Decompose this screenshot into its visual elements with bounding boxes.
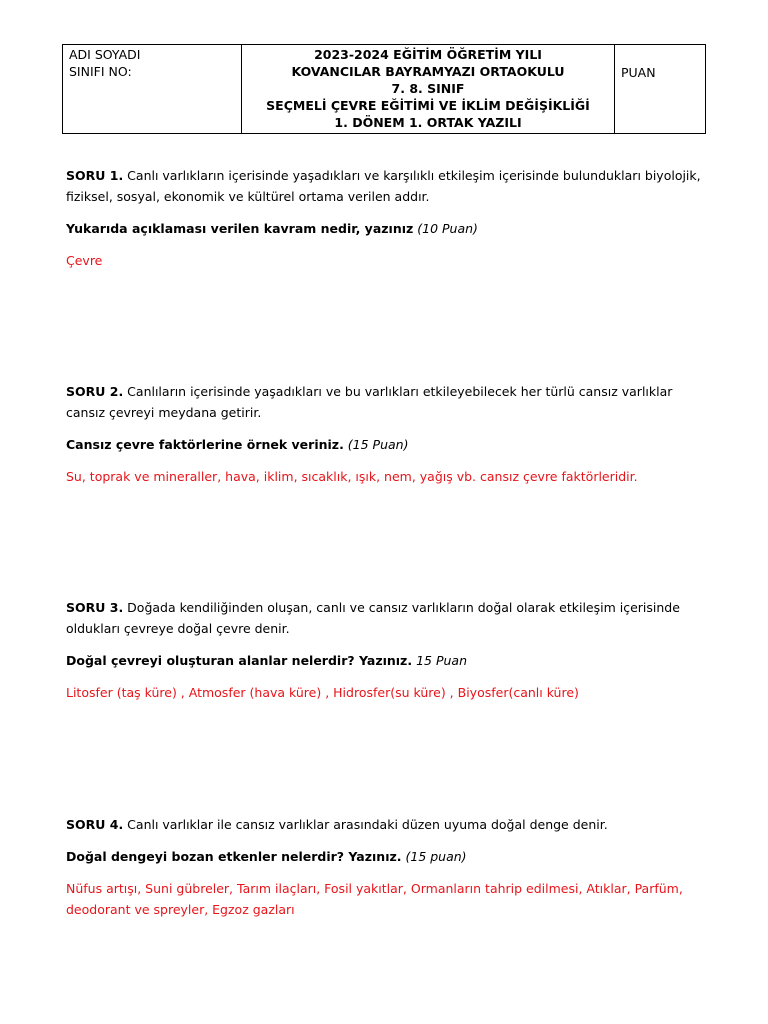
grade-level: 7. 8. SINIF <box>391 81 465 96</box>
question-4 <box>66 814 706 920</box>
question-4-instruction: Doğal dengeyi bozan etkenler nelerdir? Yazınız. <box>66 849 402 864</box>
course-name: SEÇMELİ ÇEVRE EĞİTİMİ VE İKLİM DEĞİŞİKLİĞİ <box>266 98 590 113</box>
exam-header-table <box>62 44 706 134</box>
question-4-prompt <box>66 846 706 867</box>
question-3-text <box>66 597 706 639</box>
score-cell <box>615 45 706 134</box>
school-name: KOVANCILAR BAYRAMYAZI ORTAOKULU <box>291 64 565 79</box>
class-number-label: SINIFI NO: <box>69 64 132 79</box>
exam-title-cell <box>242 45 615 134</box>
question-4-answer: Nüfus artışı, Suni gübreler, Tarım ilaçları, Fosil yakıtlar, Ormanların tahrip edilmesi, Atıklar, Parfüm, deodorant ve spreyler, Egzoz gazları <box>66 881 683 917</box>
question-1-text <box>66 165 706 207</box>
school-year-title: 2023-2024 EĞİTİM ÖĞRETİM YILI <box>314 47 542 62</box>
question-3-body: Doğada kendiliğinden oluşan, canlı ve cansız varlıkların doğal olarak etkileşim içerisinde oldukları çevreye doğal çevre denir. <box>66 600 680 636</box>
question-1-label: SORU 1. <box>66 168 124 183</box>
question-4-body: Canlı varlıklar ile cansız varlıklar arasındaki düzen uyuma doğal denge denir. <box>123 817 608 832</box>
score-label: PUAN <box>621 65 656 80</box>
question-2-label: SORU 2. <box>66 384 124 399</box>
question-1-body: Canlı varlıkların içerisinde yaşadıkları ve karşılıklı etkileşim içerisinde bulundukları biyolojik, fiziksel, sosyal, ekonomik ve kültürel ortama verilen addır. <box>66 168 701 204</box>
question-2 <box>66 381 706 487</box>
question-2-prompt <box>66 434 706 455</box>
question-1 <box>66 165 706 271</box>
question-1-answer: Çevre <box>66 253 103 268</box>
question-4-points: (15 puan) <box>401 849 467 864</box>
question-2-text <box>66 381 706 423</box>
question-1-points: (10 Puan) <box>413 221 478 236</box>
question-3-prompt <box>66 650 706 671</box>
question-3-answer: Litosfer (taş küre) , Atmosfer (hava küre) , Hidrosfer(su küre) , Biyosfer(canlı küre) <box>66 685 579 700</box>
question-4-text <box>66 814 706 835</box>
question-3 <box>66 597 706 703</box>
question-2-instruction: Cansız çevre faktörlerine örnek veriniz. <box>66 437 344 452</box>
question-3-instruction: Doğal çevreyi oluşturan alanlar nelerdir? Yazınız. <box>66 653 413 668</box>
question-2-answer: Su, toprak ve mineraller, hava, iklim, sıcaklık, ışık, nem, yağış vb. cansız çevre faktörleridir. <box>66 469 638 484</box>
exam-name: 1. DÖNEM 1. ORTAK YAZILI <box>334 115 522 130</box>
question-1-prompt <box>66 218 706 239</box>
question-2-points: (15 Puan) <box>343 437 409 452</box>
question-3-label: SORU 3. <box>66 600 124 615</box>
question-3-points: 15 Puan <box>412 653 467 668</box>
question-1-instruction: Yukarıda açıklaması verilen kavram nedir, yazınız <box>66 221 414 236</box>
question-4-label: SORU 4. <box>66 817 124 832</box>
name-label: ADI SOYADI <box>69 47 141 62</box>
question-2-body: Canlıların içerisinde yaşadıkları ve bu varlıkları etkileyebilecek her türlü cansız varlıklar cansız çevreyi meydana getirir. <box>66 384 673 420</box>
student-info-cell <box>63 45 242 134</box>
